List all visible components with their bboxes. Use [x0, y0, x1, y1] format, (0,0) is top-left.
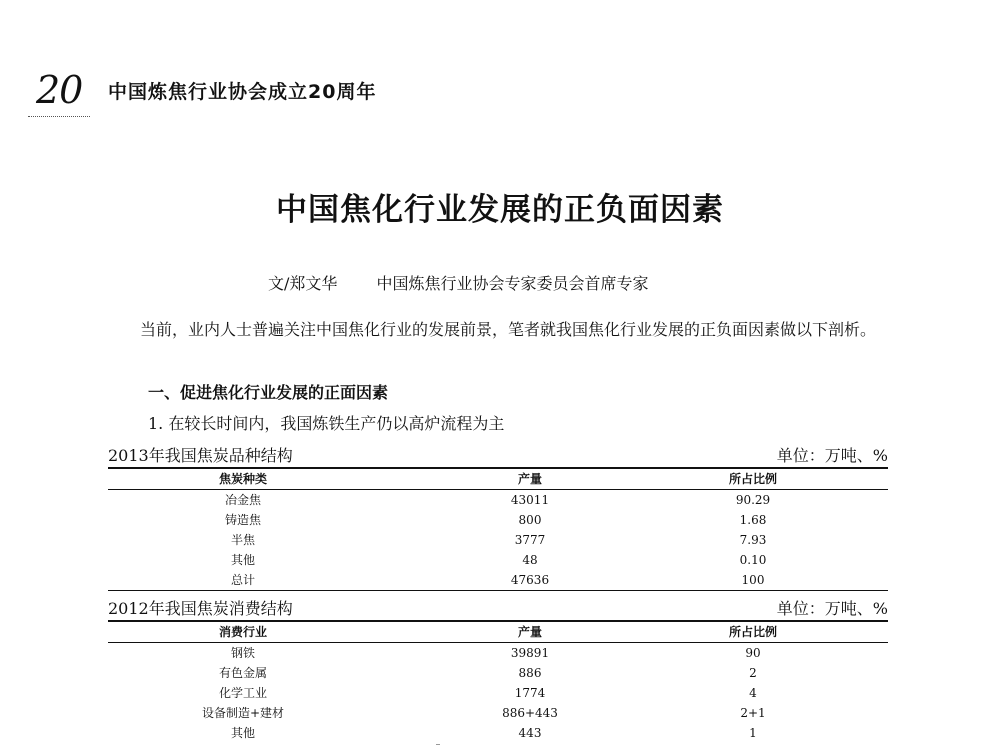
table-row — [108, 703, 888, 723]
table-header-row — [108, 622, 888, 642]
column-header: 所占比例 — [728, 625, 777, 639]
table-row — [108, 663, 888, 683]
table-cell: 总计 — [230, 573, 255, 587]
table-cell: 2 — [749, 666, 757, 680]
series-title: 中国炼焦行业协会成立20周年 — [108, 81, 377, 103]
table-cell: 7.93 — [739, 533, 767, 547]
table-row — [108, 570, 888, 590]
table-cell: 其他 — [230, 726, 255, 740]
table-cell: 43011 — [510, 493, 550, 507]
table-row — [108, 510, 888, 530]
table-cell: 886+443 — [502, 706, 558, 720]
table-row — [108, 643, 888, 663]
table-cell: 800 — [518, 513, 542, 527]
table-unit: 单位：万吨、% — [776, 599, 888, 618]
table-cell: 4 — [749, 686, 757, 700]
byline — [268, 274, 649, 294]
header-divider — [28, 116, 90, 117]
table-cell: 39891 — [510, 646, 550, 660]
article-title: 中国焦化行业发展的正负面因素 — [276, 192, 724, 228]
intro-paragraph: 当前，业内人士普遍关注中国焦化行业的发展前景，笔者就我国焦化行业发展的正负面因素做以下剖析。 — [140, 320, 877, 339]
column-header: 产量 — [517, 472, 542, 486]
table-cell: 半焦 — [230, 533, 255, 547]
scan-speck — [436, 744, 440, 745]
table-cell: 3777 — [514, 533, 546, 547]
table-unit: 单位：万吨、% — [776, 446, 888, 465]
table-cell: 886 — [518, 666, 542, 680]
table-row — [108, 683, 888, 703]
subsection-heading: 1. 在较长时间内，我国炼铁生产仍以高炉流程为主 — [148, 414, 505, 433]
table-bottom-rule — [108, 590, 888, 591]
table-cell: 铸造焦 — [224, 513, 261, 527]
table-cell: 化学工业 — [218, 686, 267, 700]
table-coke-varieties — [108, 445, 888, 591]
table-title: 2013年我国焦炭品种结构 — [108, 446, 293, 465]
table-cell: 1.68 — [739, 513, 767, 527]
table-cell: 1 — [749, 726, 757, 740]
table-cell: 48 — [522, 553, 538, 567]
column-header: 产量 — [517, 625, 542, 639]
table-cell: 47636 — [510, 573, 550, 587]
table-cell: 443 — [518, 726, 542, 740]
table-cell: 钢铁 — [230, 646, 255, 660]
table-header-row — [108, 469, 888, 489]
table-cell: 0.10 — [739, 553, 767, 567]
table-row — [108, 490, 888, 510]
table-cell: 有色金属 — [218, 666, 267, 680]
byline-author: 文/郑文华 — [268, 274, 338, 293]
table-row — [108, 530, 888, 550]
column-header: 所占比例 — [728, 472, 777, 486]
column-header: 焦炭种类 — [218, 472, 267, 486]
table-cell: 1774 — [514, 686, 546, 700]
table-cell: 2+1 — [740, 706, 766, 720]
column-header: 消费行业 — [218, 625, 267, 639]
table-cell: 冶金焦 — [224, 493, 261, 507]
section-heading: 一、促进焦化行业发展的正面因素 — [148, 383, 389, 402]
table-cell: 设备制造+建材 — [201, 706, 285, 720]
table-coke-consumption — [108, 598, 888, 743]
table-cell: 90 — [745, 646, 761, 660]
table-cell: 90.29 — [735, 493, 771, 507]
table-row — [108, 550, 888, 570]
page-number: 20 — [36, 68, 83, 112]
table-title: 2012年我国焦炭消费结构 — [108, 599, 293, 618]
table-row — [108, 723, 888, 743]
table-cell: 其他 — [230, 553, 255, 567]
table-cell: 100 — [741, 573, 765, 587]
byline-affiliation: 中国炼焦行业协会专家委员会首席专家 — [376, 274, 649, 293]
